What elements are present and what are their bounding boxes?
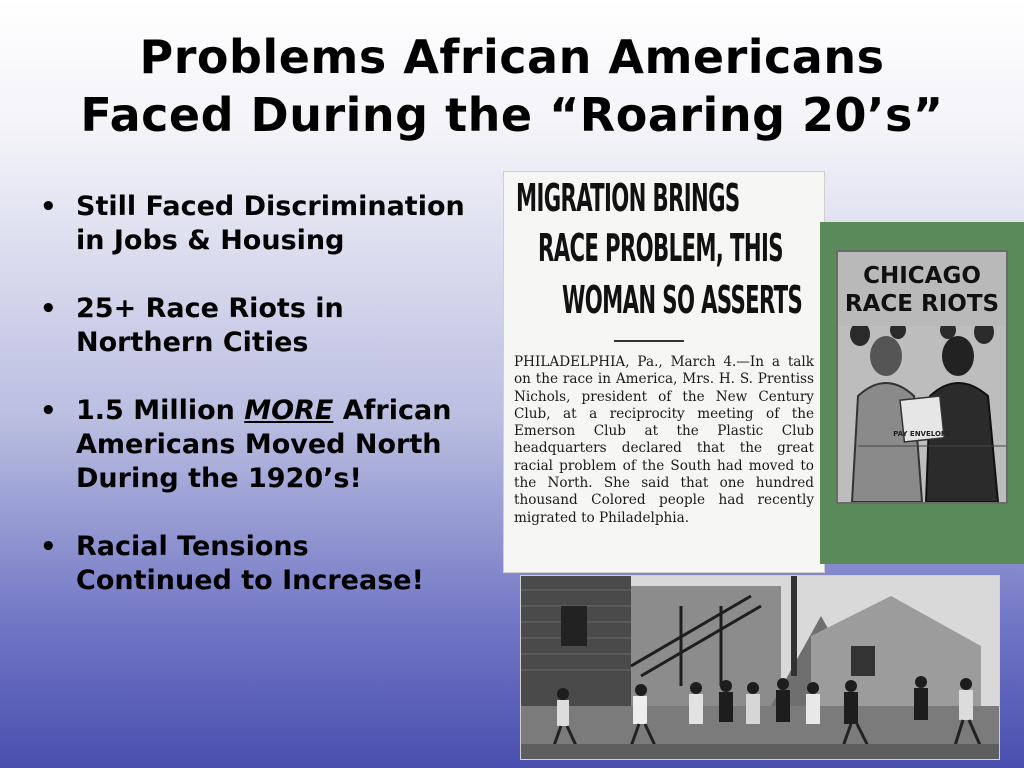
bullet-item-race-riots [38, 292, 468, 360]
newspaper-headline-line-1: MIGRATION BRINGS [516, 176, 740, 220]
bullet-text-post: African Americans Moved North During the 1920’s! [76, 395, 452, 494]
poster-sign-text: PAY ENVELOPE [893, 430, 951, 438]
bullet-text-pre: 1.5 Million [76, 395, 245, 426]
poster-title [838, 262, 1006, 318]
newspaper-headline-line-3: WOMAN SO ASSERTS [562, 278, 803, 322]
newspaper-headline-line-2: RACE PROBLEM, THIS [538, 226, 783, 270]
slide-title [0, 28, 1024, 144]
poster-title-line-2: RACE RIOTS [844, 291, 1000, 317]
bullet-item-tensions [38, 530, 468, 598]
bullet-text: 25+ Race Riots in Northern Cities [76, 293, 344, 358]
poster-title-line-1: CHICAGO [863, 263, 981, 289]
bullet-text: Still Faced Discrimination in Jobs & Housing [76, 191, 465, 256]
bullet-item-migration [38, 394, 468, 496]
riot-street-photo [520, 575, 1000, 760]
chicago-race-riots-poster [836, 250, 1008, 504]
riot-photo-illustration [521, 576, 999, 759]
newspaper-clipping [503, 171, 825, 573]
slide-title-line-1: Problems African Americans [139, 30, 885, 84]
bullet-emphasis-more: MORE [244, 395, 334, 426]
bullet-list [38, 190, 468, 632]
poster-illustration [838, 326, 1006, 502]
newspaper-rule [614, 340, 684, 342]
newspaper-article-text: PHILADELPHIA, Pa., March 4.—In a talk on the race in America, Mrs. H. S. Prentiss Nichols, president of the New Century Club, at a reciprocity meeting of the Emerson Club at the Plastic Club headquarters declared that the great racial problem of the South had moved to the North. She said that one hundred thousand Colored people had recently migrated to Philadelphia. [514, 354, 814, 526]
slide-title-line-2: Faced During the “Roaring 20’s” [80, 88, 944, 142]
bullet-text: Racial Tensions Continued to Increase! [76, 531, 424, 596]
bullet-item-discrimination [38, 190, 468, 258]
